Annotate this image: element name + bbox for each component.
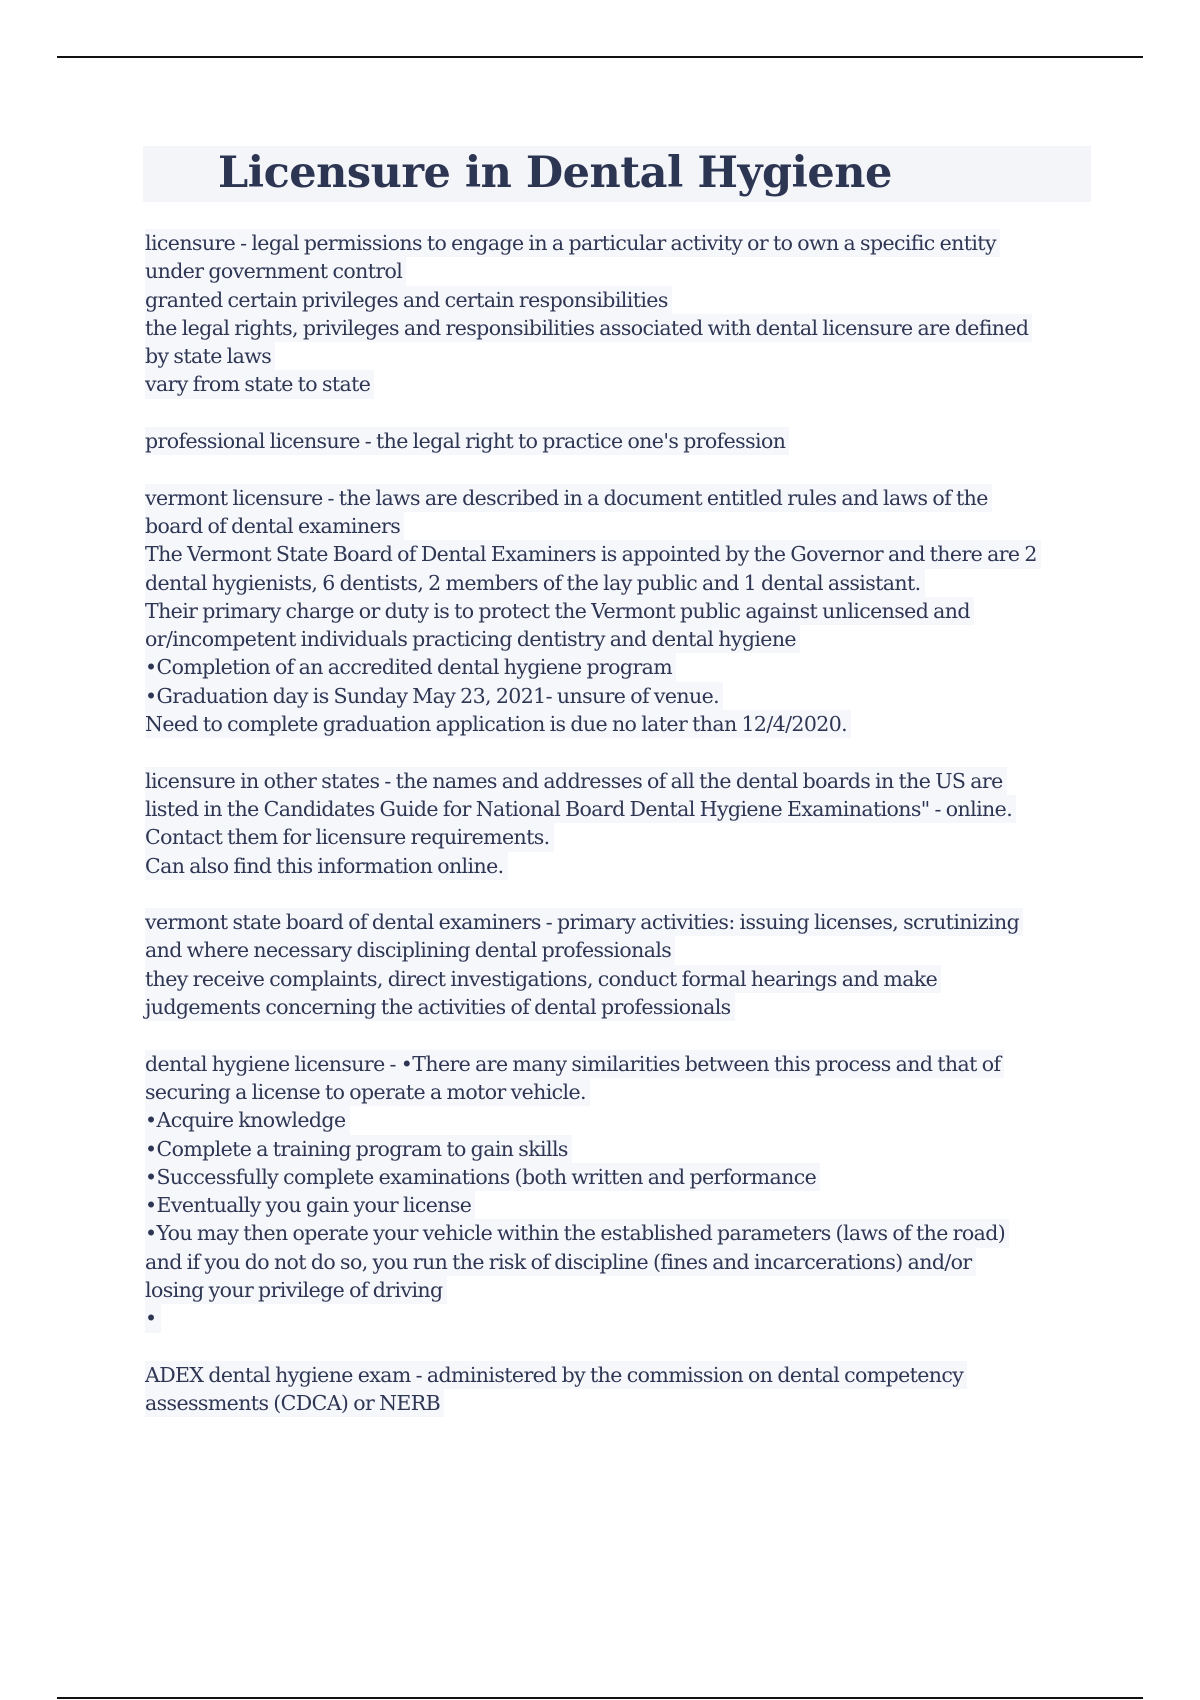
text-line: granted certain privileges and certain responsibilities xyxy=(145,286,672,314)
text-line: •Eventually you gain your license xyxy=(145,1191,475,1219)
document-body xyxy=(145,229,1095,1446)
text-line: •You may then operate your vehicle within the established parameters (laws of the road) xyxy=(145,1219,1009,1247)
document-title: Licensure in Dental Hygiene xyxy=(218,148,892,198)
text-line: Their primary charge or duty is to protect the Vermont public against unlicensed and xyxy=(145,597,974,625)
text-line: vermont licensure - the laws are described in a document entitled rules and laws of the xyxy=(145,484,992,512)
text-line: assessments (CDCA) or NERB xyxy=(145,1389,444,1417)
text-line: • xyxy=(145,1304,161,1332)
text-line: securing a license to operate a motor vehicle. xyxy=(145,1078,590,1106)
text-line: board of dental examiners xyxy=(145,512,404,540)
text-entry xyxy=(145,484,1095,739)
text-entry xyxy=(145,1361,1095,1418)
text-line: •Graduation day is Sunday May 23, 2021- unsure of venue. xyxy=(145,682,723,710)
text-line: by state laws xyxy=(145,342,275,370)
text-line: licensure in other states - the names and addresses of all the dental boards in the US are xyxy=(145,767,1007,795)
text-line: they receive complaints, direct investigations, conduct formal hearings and make xyxy=(145,965,941,993)
text-entry xyxy=(145,427,1095,455)
text-line: the legal rights, privileges and responsibilities associated with dental licensure are defined xyxy=(145,314,1032,342)
text-line: •Complete a training program to gain skills xyxy=(145,1135,572,1163)
text-line: Need to complete graduation application is due no later than 12/4/2020. xyxy=(145,710,851,738)
text-line: vermont state board of dental examiners - primary activities: issuing licenses, scrutinizing xyxy=(145,908,1023,936)
text-line: and where necessary disciplining dental professionals xyxy=(145,936,675,964)
text-entry xyxy=(145,229,1095,399)
text-line: or/incompetent individuals practicing dentistry and dental hygiene xyxy=(145,625,800,653)
text-line: dental hygiene licensure - •There are many similarities between this process and that of xyxy=(145,1050,1004,1078)
text-line: losing your privilege of driving xyxy=(145,1276,447,1304)
text-line: •Successfully complete examinations (both written and performance xyxy=(145,1163,820,1191)
text-line: vary from state to state xyxy=(145,370,374,398)
text-line: •Acquire knowledge xyxy=(145,1106,350,1134)
text-line: •Completion of an accredited dental hygiene program xyxy=(145,653,676,681)
text-line: dental hygienists, 6 dentists, 2 members of the lay public and 1 dental assistant. xyxy=(145,569,925,597)
text-entry xyxy=(145,1050,1095,1333)
text-line: licensure - legal permissions to engage in a particular activity or to own a specific entity xyxy=(145,229,1000,257)
text-line: The Vermont State Board of Dental Examiners is appointed by the Governor and there are 2 xyxy=(145,540,1041,568)
bottom-divider xyxy=(57,1697,1143,1699)
text-line: professional licensure - the legal right to practice one's profession xyxy=(145,427,789,455)
top-divider xyxy=(57,56,1143,58)
text-line: Contact them for licensure requirements. xyxy=(145,823,554,851)
text-line: Can also find this information online. xyxy=(145,852,508,880)
text-line: ADEX dental hygiene exam - administered by the commission on dental competency xyxy=(145,1361,967,1389)
text-entry xyxy=(145,908,1095,1021)
text-line: listed in the Candidates Guide for National Board Dental Hygiene Examinations" - online. xyxy=(145,795,1016,823)
text-entry xyxy=(145,767,1095,880)
text-line: judgements concerning the activities of dental professionals xyxy=(145,993,735,1021)
text-line: and if you do not do so, you run the risk of discipline (fines and incarcerations) and/or xyxy=(145,1248,976,1276)
text-line: under government control xyxy=(145,257,406,285)
